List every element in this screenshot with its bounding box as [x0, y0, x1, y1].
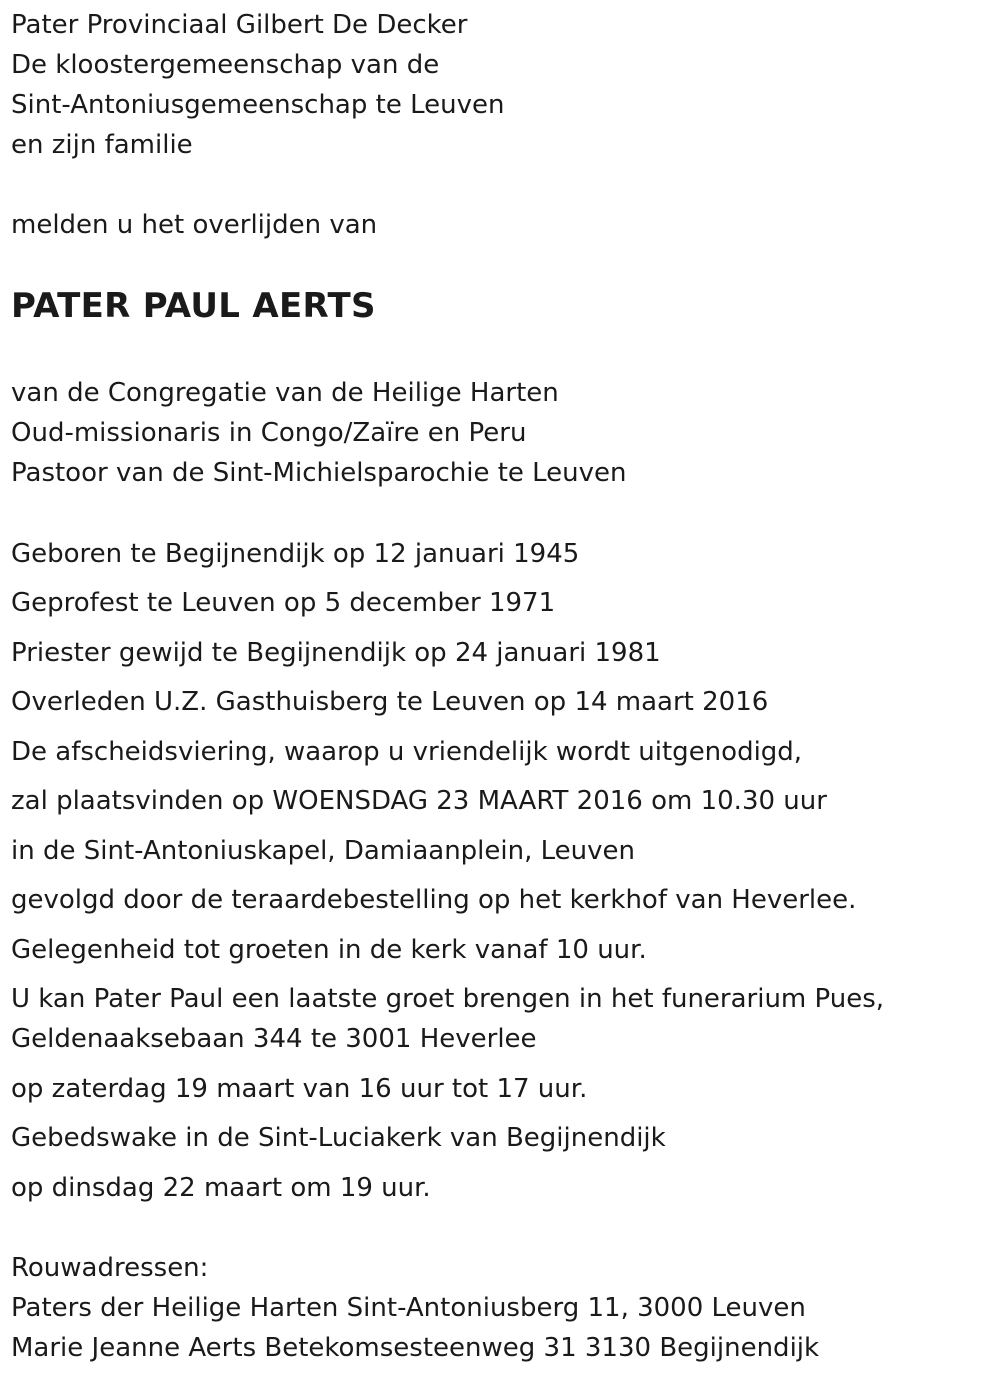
detail-line: Geprofest te Leuven op 5 december 1971	[11, 588, 556, 618]
address-line: Paters der Heilige Harten Sint-Antoniusberg 11, 3000 Leuven	[11, 1293, 806, 1323]
header-line: De kloostergemeenschap van de	[11, 50, 440, 80]
detail-line: Geldenaaksebaan 344 te 3001 Heverlee	[11, 1024, 537, 1054]
title-line: Oud-missionaris in Congo/Zaïre en Peru	[11, 418, 527, 448]
header-line: Pater Provinciaal Gilbert De Decker	[11, 10, 468, 40]
detail-line: Geboren te Begijnendijk op 12 januari 1945	[11, 539, 580, 569]
announce-text: melden u het overlijden van	[11, 210, 378, 240]
detail-line: Overleden U.Z. Gasthuisberg te Leuven op 14 maart 2016	[11, 687, 769, 717]
detail-line: Gelegenheid tot groeten in de kerk vanaf 10 uur.	[11, 935, 647, 965]
detail-line: gevolgd door de teraardebestelling op het kerkhof van Heverlee.	[11, 885, 857, 915]
detail-line: De afscheidsviering, waarop u vriendelijk wordt uitgenodigd,	[11, 737, 803, 767]
detail-line: zal plaatsvinden op WOENSDAG 23 MAART 2016 om 10.30 uur	[11, 786, 827, 816]
addresses-heading: Rouwadressen:	[11, 1253, 209, 1283]
detail-line: in de Sint-Antoniuskapel, Damiaanplein, Leuven	[11, 836, 635, 866]
deceased-name: PATER PAUL AERTS	[11, 286, 376, 326]
detail-line: Priester gewijd te Begijnendijk op 24 januari 1981	[11, 638, 661, 668]
header-line: Sint-Antoniusgemeenschap te Leuven	[11, 90, 505, 120]
header-line: en zijn familie	[11, 130, 193, 160]
title-line: van de Congregatie van de Heilige Harten	[11, 378, 559, 408]
detail-line: Gebedswake in de Sint-Luciakerk van Begijnendijk	[11, 1123, 666, 1153]
title-line: Pastoor van de Sint-Michielsparochie te Leuven	[11, 458, 627, 488]
detail-line: U kan Pater Paul een laatste groet brengen in het funerarium Pues,	[11, 984, 885, 1014]
detail-line: op zaterdag 19 maart van 16 uur tot 17 uur.	[11, 1074, 588, 1104]
detail-line: op dinsdag 22 maart om 19 uur.	[11, 1173, 431, 1203]
address-line: Marie Jeanne Aerts Betekomsesteenweg 31 3130 Begijnendijk	[11, 1333, 820, 1363]
